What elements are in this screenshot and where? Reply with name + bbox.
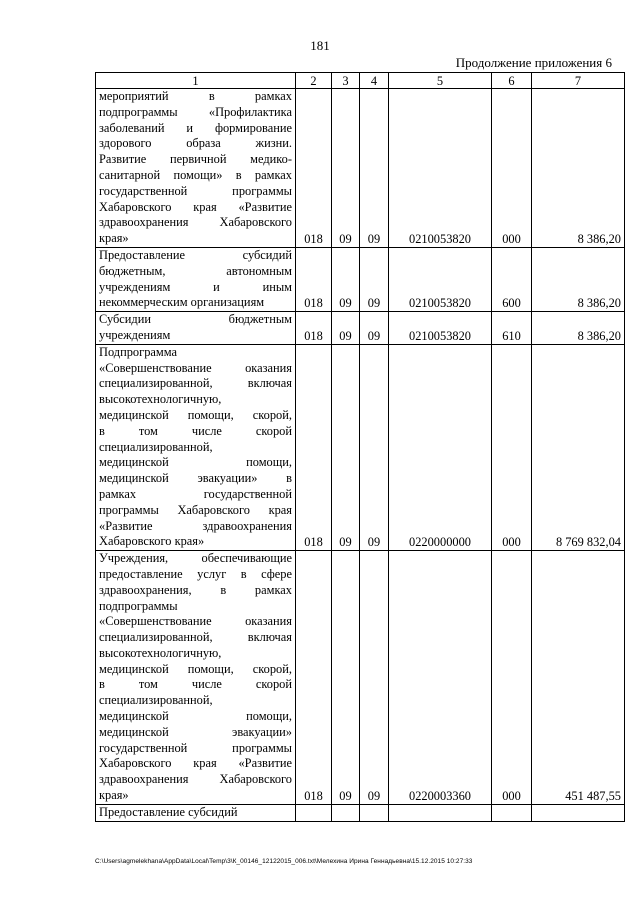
description-line: «Совершенствование оказания	[99, 614, 292, 629]
table-row	[96, 247, 625, 311]
ministry-code: 018	[296, 89, 332, 248]
target-article-code: 0220000000	[389, 344, 492, 550]
amount: 8 386,20	[532, 247, 625, 311]
description-line: Предоставление субсидий	[99, 247, 292, 262]
subsection-code	[360, 804, 389, 821]
description-line: медицинской помощи,	[99, 455, 292, 470]
row-description	[96, 89, 296, 248]
ministry-code	[296, 804, 332, 821]
description-line: края»	[99, 788, 129, 803]
subsection-code: 09	[360, 247, 389, 311]
description-line: подпрограммы	[99, 598, 178, 613]
table-row	[96, 89, 625, 248]
amount: 8 769 832,04	[532, 344, 625, 550]
description-line: здравоохранения, в рамках	[99, 582, 292, 597]
target-article-code: 0210053820	[389, 89, 492, 248]
section-code: 09	[332, 551, 360, 805]
subsection-code: 09	[360, 89, 389, 248]
target-article-code: 0220003360	[389, 551, 492, 805]
description-line: рамках государственной	[99, 486, 292, 501]
subsection-code: 09	[360, 344, 389, 550]
description-line: Хабаровского края «Развитие	[99, 199, 292, 214]
subsection-code: 09	[360, 312, 389, 345]
row-description	[96, 344, 296, 550]
table-header-row	[96, 73, 625, 89]
description-line: медицинской помощи,	[99, 709, 292, 724]
description-line: здравоохранения Хабаровского	[99, 772, 292, 787]
description-line: высокотехнологичную,	[99, 392, 222, 407]
row-description	[96, 804, 296, 821]
section-code: 09	[332, 247, 360, 311]
description-line: медицинской эвакуации» в	[99, 471, 292, 486]
target-article-code	[389, 804, 492, 821]
description-line: специализированной, включая	[99, 630, 292, 645]
header-col-7: 7	[532, 73, 625, 89]
description-line: мероприятий в рамках	[99, 89, 292, 103]
table-row	[96, 344, 625, 550]
description-line: бюджетным, автономным	[99, 263, 292, 278]
target-article-code: 0210053820	[389, 247, 492, 311]
expense-type-code: 000	[492, 551, 532, 805]
budget-table	[95, 72, 625, 822]
description-line: Хабаровского края «Развитие	[99, 756, 292, 771]
description-line: программы Хабаровского края	[99, 502, 292, 517]
description-line: Хабаровского края»	[99, 534, 205, 549]
row-description	[96, 551, 296, 805]
table-row	[96, 551, 625, 805]
amount: 451 487,55	[532, 551, 625, 805]
description-line: «Развитие здравоохранения	[99, 518, 292, 533]
row-description	[96, 312, 296, 345]
document-footer-path: C:\Users\agmelekhana\AppData\Local\Temp\3\К_00146_12122015_006.txt\Мелехина Ирина Геннадьевна\15.12.2015 10:27:33	[95, 858, 473, 865]
description-line: специализированной, включая	[99, 376, 292, 391]
description-line: государственной программы	[99, 183, 292, 198]
table-row	[96, 804, 625, 821]
description-line: Подпрограмма	[99, 344, 177, 359]
expense-type-code: 600	[492, 247, 532, 311]
description-line: учреждениям и иным	[99, 279, 292, 294]
expense-type-code: 000	[492, 344, 532, 550]
section-code	[332, 804, 360, 821]
header-col-3: 3	[332, 73, 360, 89]
section-code: 09	[332, 344, 360, 550]
ministry-code: 018	[296, 551, 332, 805]
header-col-6: 6	[492, 73, 532, 89]
header-col-2: 2	[296, 73, 332, 89]
expense-type-code	[492, 804, 532, 821]
description-line: Субсидии бюджетным	[99, 312, 292, 327]
description-line: здравоохранения Хабаровского	[99, 215, 292, 230]
section-code: 09	[332, 312, 360, 345]
description-line: подпрограммы «Профилактика	[99, 104, 292, 119]
description-line: в том числе скорой	[99, 677, 292, 692]
description-line: «Совершенствование оказания	[99, 360, 292, 375]
expense-type-code: 000	[492, 89, 532, 248]
table-row	[96, 312, 625, 345]
expense-type-code: 610	[492, 312, 532, 345]
description-line: заболеваний и формирование	[99, 120, 292, 135]
description-line: медицинской эвакуации»	[99, 724, 292, 739]
target-article-code: 0210053820	[389, 312, 492, 345]
continuation-label: Продолжение приложения 6	[455, 55, 612, 70]
description-line: предоставление услуг в сфере	[99, 566, 292, 581]
ministry-code: 018	[296, 247, 332, 311]
header-col-1: 1	[96, 73, 296, 89]
page-number: 181	[310, 38, 330, 53]
amount	[532, 804, 625, 821]
description-line: специализированной,	[99, 439, 213, 454]
description-line: Развитие первичной медико-	[99, 152, 292, 167]
description-line: медицинской помощи, скорой,	[99, 661, 292, 676]
amount: 8 386,20	[532, 89, 625, 248]
description-line: медицинской помощи, скорой,	[99, 407, 292, 422]
description-line: учреждениям	[99, 327, 171, 342]
description-line: края»	[99, 231, 129, 246]
header-col-5: 5	[389, 73, 492, 89]
description-line: специализированной,	[99, 693, 213, 708]
description-line: в том числе скорой	[99, 423, 292, 438]
section-code: 09	[332, 89, 360, 248]
ministry-code: 018	[296, 312, 332, 345]
row-description	[96, 247, 296, 311]
description-line: государственной программы	[99, 740, 292, 755]
description-line: санитарной помощи» в рамках	[99, 167, 292, 182]
description-line: Учреждения, обеспечивающие	[99, 551, 292, 566]
description-line: высокотехнологичную,	[99, 645, 222, 660]
header-col-4: 4	[360, 73, 389, 89]
subsection-code: 09	[360, 551, 389, 805]
ministry-code: 018	[296, 344, 332, 550]
description-line: некоммерческим организациям	[99, 295, 265, 310]
description-line: здорового образа жизни.	[99, 136, 292, 151]
amount: 8 386,20	[532, 312, 625, 345]
description-line: Предоставление субсидий	[99, 804, 238, 819]
